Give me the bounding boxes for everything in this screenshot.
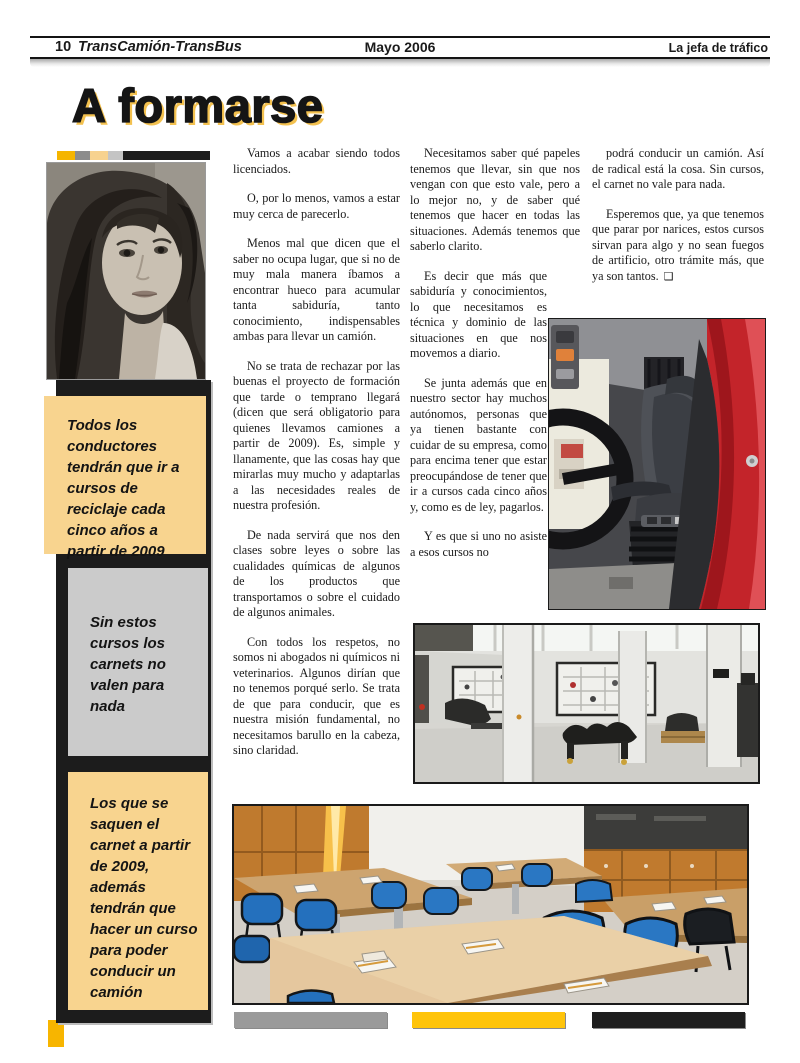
woman-portrait-photo xyxy=(46,162,206,380)
classroom-photo xyxy=(232,804,749,1005)
paragraph: No se trata de rechazar por las buenas el proyecto de formación que tarde o temprano llegará (dicen que será obligatorio para quienes llevamos camiones a partir de 2009). Es, simple y llanamente, que las cosas hay que mirarlas muy mucho y adaptarlas a las necesidades reales de nuestra profesión. xyxy=(233,358,400,512)
deco-segment-yellow xyxy=(57,151,75,160)
magazine-name: TransCamión-TransBus xyxy=(78,39,242,55)
header-rule-shadow xyxy=(30,59,770,67)
classroom-art xyxy=(234,806,747,1003)
truck-cab-interior-photo xyxy=(548,318,766,610)
callout-box-3: Los que se saquen el carnet a partir de 2009, además tendrán que hacer un curso para poder conducir un camión xyxy=(68,772,208,1010)
paragraph: De nada servirá que nos den clases sobre leyes o sobre las cualidades químicas de algunos de los productos que transportamos o sobre el cuidado de algunos animales. xyxy=(233,527,400,619)
truck-cab-art xyxy=(549,319,765,609)
paragraph-text: Esperemos que, ya que tenemos que parar por narices, estos cursos sirvan para algo y no sean fuegos de artificio, otro trámite más, que ya son tantos. xyxy=(592,206,764,283)
header xyxy=(30,39,770,57)
paragraph: Con todos los respetos, no somos ni abogados ni químicos ni veterinarios. Algunos dirían que no tenemos porqué serlo. Se trata de que para conducir, que es nuestra misión fundamental, no necesitamos barullo en la cabeza, sino claridad. xyxy=(233,634,400,757)
deco-segment-black xyxy=(123,151,210,160)
article-column-1 xyxy=(233,146,400,773)
woman-portrait-art xyxy=(47,163,205,379)
footer-bar-gray xyxy=(234,1012,387,1028)
sidebar-deco-bar xyxy=(57,151,210,160)
callout-box-2: Sin estos cursos los carnets no valen para nada xyxy=(68,568,208,756)
paragraph: Se junta además que en nuestro sector hay muchos autónomos, personas que ya tienen bastante con cuidar de su empresa, como para encima tener que estar preocupándose de tener que ir a cursos cada cinco años y, como es de ley, pagarlos. xyxy=(410,375,547,514)
sidebar-yellow-chip xyxy=(48,1020,64,1047)
callout-box-1: Todos los conductores tendrán que ir a cursos de reciclaje cada cinco años a partir de 2009 xyxy=(44,396,206,554)
footer-bar-black xyxy=(592,1012,745,1028)
footer-bar-yellow xyxy=(412,1012,565,1028)
paragraph: Es decir que más que sabiduría y conocimientos, lo que necesitamos es técnica y dominio de las situaciones en que nos movemos a diario. xyxy=(410,268,547,360)
paragraph: O, por lo menos, vamos a estar muy cerca de parecerlo. xyxy=(233,191,400,221)
deco-segment-silver xyxy=(108,151,123,160)
header-top-rule xyxy=(30,36,770,38)
deco-segment-tan xyxy=(90,151,108,160)
deco-segment-gray xyxy=(75,151,90,160)
issue-date: Mayo 2006 xyxy=(364,39,436,55)
paragraph xyxy=(592,207,764,285)
article-column-3 xyxy=(592,146,764,298)
training-workshop-photo xyxy=(413,623,760,784)
training-workshop-art xyxy=(415,625,758,782)
paragraph: podrá conducir un camión. Así de radical está la cosa. Sin cursos, el carnet no vale para nada. xyxy=(592,146,764,191)
article-end-mark: ❑ xyxy=(663,269,674,283)
paragraph: Y es que si uno no asiste a esos cursos no xyxy=(410,529,547,559)
paragraph: Necesitamos saber qué papeles tenemos que llevar, sin que nos vengan con que esto vale, pero a lo mejor no, y de saber qué tenemos que hacer en todas las situaciones. Además tenemos que saberlo clarito. xyxy=(410,146,580,253)
page-number: 10 xyxy=(55,39,72,55)
paragraph: Menos mal que dicen que el saber no ocupa lugar, que si no de muy mala manera íbamos a encontrar hueco para acumular tanta sabiduría, tanto conocimiento, indispensables ambas para llevar un camión. xyxy=(233,236,400,343)
section-name: La jefa de tráfico xyxy=(668,41,768,55)
paragraph: Vamos a acabar siendo todos licenciados. xyxy=(233,146,400,176)
page-title: A formarse xyxy=(72,79,324,132)
